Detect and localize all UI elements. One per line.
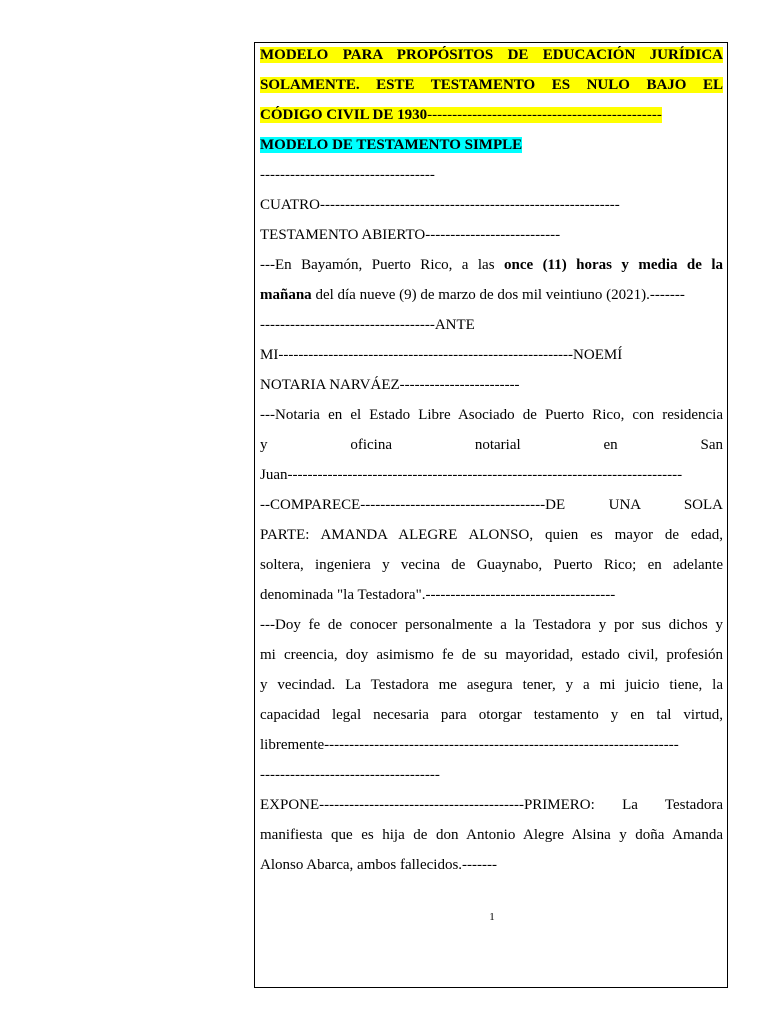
text-line: Alonso Abarca, ambos fallecidos.------- [260,857,497,873]
text-line: ---Notaria en el Estado Libre Asociado de Puerto Rico, con residencia [260,407,723,423]
text-line: NOTARIA NARVÁEZ------------------------ [260,377,520,393]
header-line-2: SOLAMENTE. ESTE TESTAMENTO ES NULO BAJO EL [260,77,723,93]
text-line: --COMPARECE-------------------------------------DE UNA SOLA [260,497,723,513]
text-line: soltera, ingeniera y vecina de Guaynabo, Puerto Rico; en adelante [260,557,723,573]
text-line: libremente----------------------------------------------------------------------- [260,737,679,753]
text-line: ---Doy fe de conocer personalmente a la Testadora y por sus dichos y [260,617,723,633]
page-number: 1 [489,911,495,923]
text-line: ----------------------------------- [260,167,435,183]
text-line: mañana del día nueve (9) de marzo de dos mil veintiuno (2021).------- [260,287,685,303]
document-subtitle: MODELO DE TESTAMENTO SIMPLE [260,137,523,153]
text-line: capacidad legal necesaria para otorgar testamento y en tal virtud, [260,707,723,723]
text-line: MI-----------------------------------------------------------NOEMÍ [260,347,623,363]
text-line: EXPONE-----------------------------------------PRIMERO: La Testadora [260,797,723,813]
text-line: y oficina notarial en San [260,437,723,453]
text-line: y vecindad. La Testadora me asegura tener, y a mi juicio tiene, la [260,677,723,693]
text-line: mi creencia, doy asimismo fe de su mayoridad, estado civil, profesión [260,647,723,663]
text-line: -----------------------------------ANTE [260,317,475,333]
text-line: CUATRO------------------------------------------------------------ [260,197,620,213]
text-line: denominada "la Testadora".-------------------------------------- [260,587,616,603]
text-line: Juan------------------------------------------------------------------------------- [260,467,683,483]
header-line-3: CÓDIGO CIVIL DE 1930----------------------------------------------- [260,107,662,123]
text-line: TESTAMENTO ABIERTO--------------------------- [260,227,561,243]
document-page [254,42,728,988]
text-line: PARTE: AMANDA ALEGRE ALONSO, quien es mayor de edad, [260,527,723,543]
text-line: ---En Bayamón, Puerto Rico, a las once (11) horas y media de la [260,257,723,273]
header-line-1: MODELO PARA PROPÓSITOS DE EDUCACIÓN JURÍDICA [260,47,723,63]
text-line: manifiesta que es hija de don Antonio Alegre Alsina y doña Amanda [260,827,723,843]
text-line: ------------------------------------ [260,767,440,783]
